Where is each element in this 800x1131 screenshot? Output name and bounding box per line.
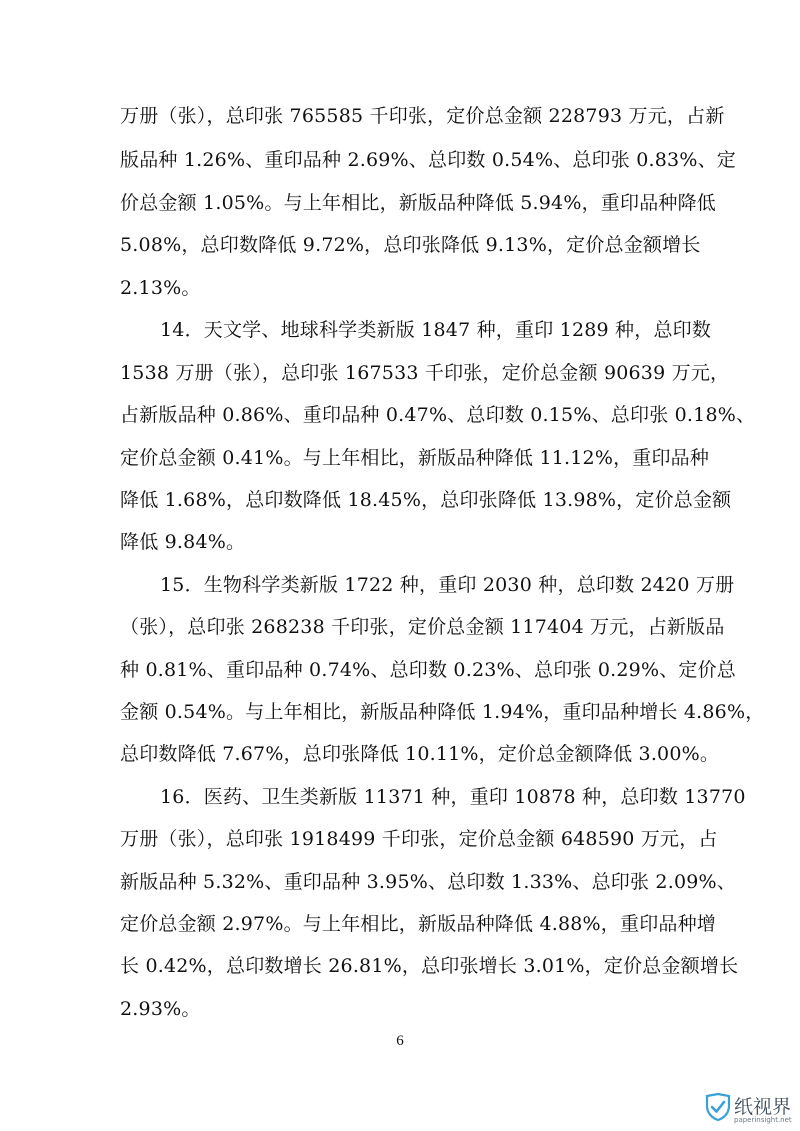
- text-line: 总印数降低 7.67%，总印张降低 10.11%，定价总金额降低 3.00%。: [120, 743, 720, 765]
- text-line: 金额 0.54%。与上年相比，新版品种降低 1.94%，重印品种增长 4.86%，: [120, 701, 765, 723]
- text-line: 长 0.42%，总印数增长 26.81%，总印张增长 3.01%，定价总金额增长: [120, 955, 739, 977]
- text-line: 降低 1.68%，总印数降低 18.45%，总印张降低 13.98%，定价总金额: [120, 489, 732, 511]
- text-line: 价总金额 1.05%。与上年相比，新版品种降低 5.94%，重印品种降低: [120, 192, 716, 214]
- text-line: 1538 万册（张），总印张 167533 千印张，定价总金额 90639 万元，: [120, 362, 730, 384]
- text-line: 降低 9.84%。: [120, 531, 246, 553]
- text-line: 种 0.81%、重印品种 0.74%、总印数 0.23%、总印张 0.29%、定价总: [120, 659, 736, 681]
- text-line: 占新版品种 0.86%、重印品种 0.47%、总印数 0.15%、总印张 0.18%、: [120, 404, 756, 426]
- section-16-first-line: 16．医药、卫生类新版 11371 种，重印 10878 种，总印数 13770: [160, 786, 746, 808]
- text-line: 2.93%。: [120, 998, 201, 1020]
- text-line: 万册（张），总印张 1918499 千印张，定价总金额 648590 万元，占: [120, 828, 718, 850]
- text-line: 定价总金额 2.97%。与上年相比，新版品种降低 4.88%，重印品种增: [120, 913, 716, 935]
- page-number: 6: [396, 1033, 404, 1049]
- section-15-first-line: 15．生物科学类新版 1722 种，重印 2030 种，总印数 2420 万册: [160, 574, 735, 596]
- watermark-name: 纸视界: [734, 1096, 792, 1118]
- paperinsight-logo-icon: [704, 1092, 732, 1122]
- text-line: （张），总印张 268238 千印张，定价总金额 117404 万元，占新版品: [120, 616, 725, 638]
- text-line: 新版品种 5.32%、重印品种 3.95%、总印数 1.33%、总印张 2.09%、: [120, 871, 736, 893]
- watermark: [700, 1092, 796, 1128]
- text-line: 5.08%，总印数降低 9.72%，总印张降低 9.13%，定价总金额增长: [120, 234, 701, 256]
- section-14-first-line: 14．天文学、地球科学类新版 1847 种，重印 1289 种，总印数: [160, 319, 712, 341]
- watermark-url: paperinsight.net: [734, 1116, 792, 1124]
- text-line: 定价总金额 0.41%。与上年相比，新版品种降低 11.12%，重印品种: [120, 447, 710, 469]
- text-line: 万册（张），总印张 765585 千印张，定价总金额 228793 万元，占新: [120, 105, 725, 127]
- text-line: 2.13%。: [120, 277, 201, 299]
- text-line: 版品种 1.26%、重印品种 2.69%、总印数 0.54%、总印张 0.83%、定: [120, 149, 736, 171]
